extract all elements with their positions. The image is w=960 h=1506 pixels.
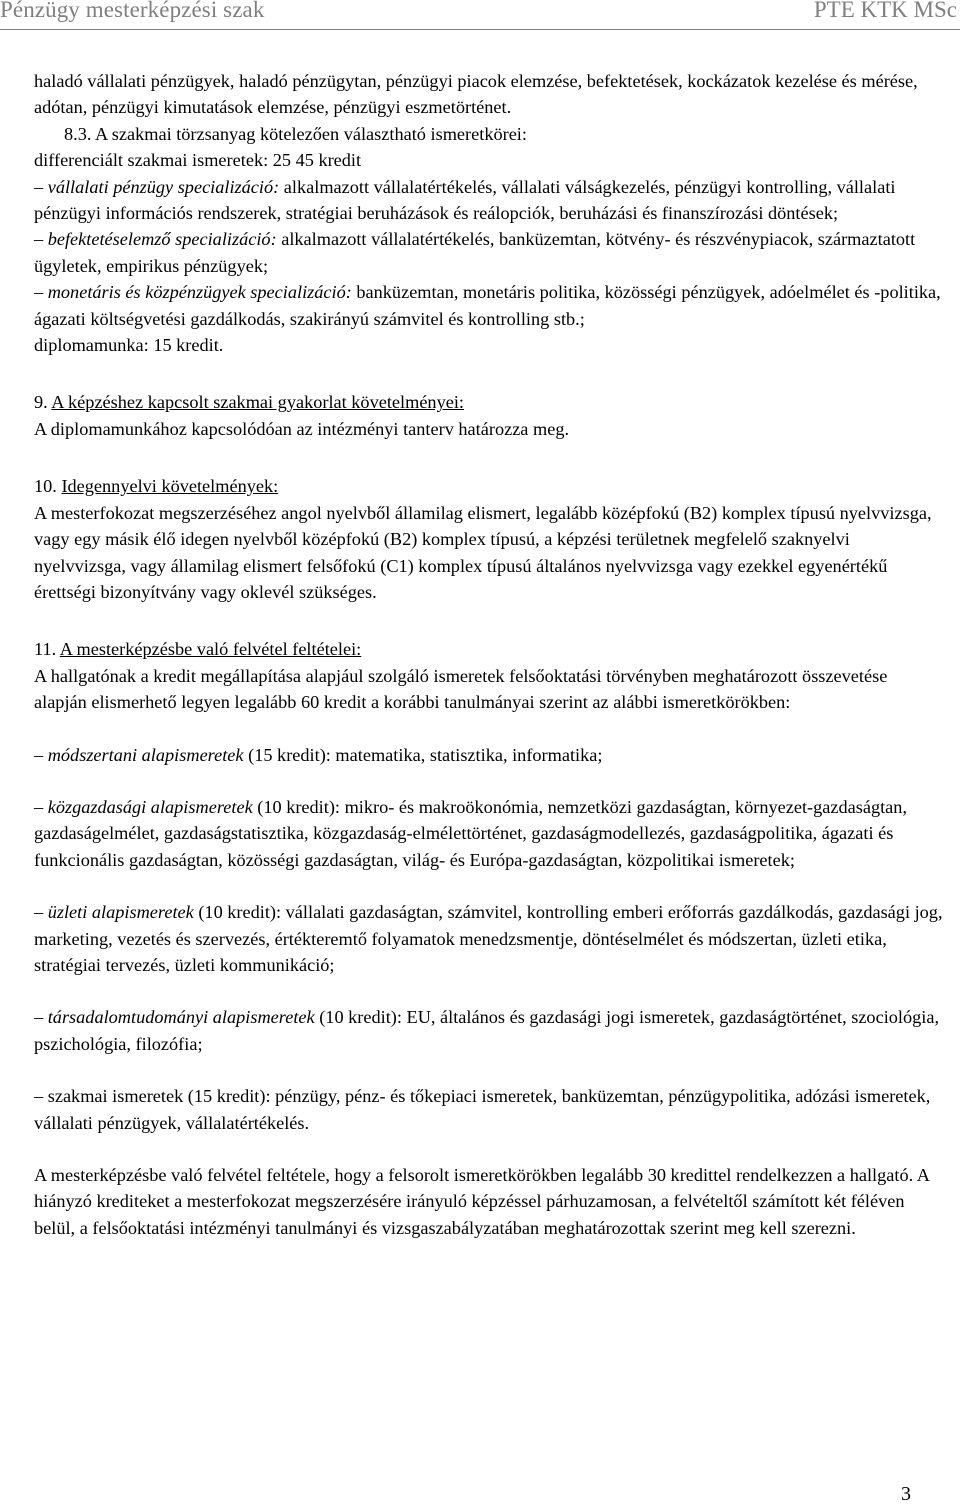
- list-item-text: (10 kredit): vállalati gazdaságtan, számvitel, kontrolling emberi erőforrás gazdálkodás, gazdasági jog, marketing, vezetés és szervezés, értékteremtő folyamatok menedzsmentje, döntéselmélet és módszertan, üzleti etika, stratégiai tervezés, üzleti kommunikáció;: [34, 902, 943, 975]
- list-item-term: befektetéselemző specializáció:: [47, 229, 277, 250]
- list-dash: –: [34, 176, 44, 197]
- section-title: A mesterképzésbe való felvétel feltételei:: [59, 639, 362, 660]
- list-item-term: módszertani alapismeretek: [47, 744, 244, 765]
- section-10-heading: [34, 473, 944, 499]
- section-9-text: A diplomamunkához kapcsolódóan az intézményi tanterv határozza meg.: [34, 418, 570, 439]
- intro-paragraph: haladó vállalati pénzügyek, haladó pénzügytan, pénzügyi piacok elemzése, befektetések, kockázatok kezelése és mérése, adótan, pénzügyi kimutatások elemzése, pénzügyi eszmetörténet.: [34, 71, 918, 118]
- header-divider: [0, 29, 960, 30]
- section-title: A képzéshez kapcsolt szakmai gyakorlat követelményei:: [51, 392, 464, 413]
- list-item-text: alkalmazott vállalatértékelés, vállalati válságkezelés, pénzügyi kontrolling, vállalati pénzügyi információs rendszerek, stratégiai beruházások és reálopciók, beruházási és finanszírozási döntések;: [34, 176, 896, 224]
- list-dash: –: [34, 902, 44, 923]
- list-item-term: üzleti alapismeretek: [47, 902, 194, 923]
- section-8-3-credits: differenciált szakmai ismeretek: 25 45 kredit: [34, 150, 362, 171]
- list-dash: –: [34, 1007, 44, 1028]
- list-item: [34, 1004, 944, 1057]
- section-11-text: A hallgatónak a kredit megállapítása alapjául szolgáló ismeretek felsőoktatási törvényben meghatározott összevetése alapján elismerhető legyen legalább 60 kredit a korábbi tanulmányai szerint az alábbi ismeretkörökben:: [34, 665, 888, 713]
- list-item: [34, 226, 944, 279]
- list-item: [34, 899, 944, 978]
- list-item-text: banküzemtan, monetáris politika, közösségi pénzügyek, adóelmélet és -politika, ágazati költségvetési gazdálkodás, szakirányú számvitel és kontrolling stb.;: [34, 282, 941, 329]
- list-item: [34, 174, 944, 227]
- header-institution: PTE KTK MSc: [813, 0, 957, 22]
- section-number: 9.: [34, 392, 48, 413]
- list-item: [34, 742, 944, 768]
- list-item-term: vállalati pénzügy specializáció:: [47, 176, 280, 197]
- list-item: [34, 1083, 944, 1136]
- section-number: 11.: [34, 639, 57, 660]
- list-item: [34, 794, 944, 873]
- list-item-term: monetáris és közpénzügyek specializáció:: [47, 282, 352, 303]
- section-8-3-title: 8.3. A szakmai törzsanyag kötelezően választható ismeretkörei:: [64, 123, 527, 144]
- list-item: [34, 279, 944, 332]
- list-item-term: társadalomtudományi alapismeretek: [47, 1007, 315, 1028]
- section-10-text: A mesterfokozat megszerzéséhez angol nyelvből államilag elismert, legalább középfokú (B2) komplex típusú nyelvvizsga, vagy egy másik élő idegen nyelvből középfokú (B2) komplex típusú, a képzési területnek megfelelő szaknyelvi nyelvvizsga, vagy államilag elismert felsőfokú (C1) komplex típusú általános nyelvvizsga vagy ezekkel egyenértékű érettségi bizonyítvány vagy oklevél szükséges.: [34, 502, 932, 602]
- section-9-heading: [34, 389, 944, 415]
- closing-paragraph: A mesterképzésbe való felvétel feltétele, hogy a felsorolt ismeretkörökben legalább 30 kredittel rendelkezzen a hallgató. A hiányzó krediteket a mesterfokozat megszerzésére irányuló képzéssel párhuzamosan, a felvételtől számított két féléven belül, a felsőoktatási intézményi tanulmányi és vizsgaszabályzatában meghatározottak szerint meg kell szerezni.: [34, 1165, 929, 1238]
- list-item-term: közgazdasági alapismeretek: [47, 796, 253, 817]
- thesis-credits: diplomamunka: 15 kredit.: [34, 335, 224, 356]
- list-item-text: (10 kredit): mikro- és makroökonómia, nemzetközi gazdaságtan, környezet-gazdaságtan, gazdaságelmélet, gazdaságstatisztika, közgazdaság-elmélettörténet, gazdaságmodellezés, gazdaságpolitika, ágazati és funkcionális gazdaságtan, közösségi gazdaságtan, világ- és Európa-gazdaságtan, közpolitikai ismeretek;: [34, 796, 908, 870]
- section-number: 10.: [34, 476, 57, 497]
- header-program-title: Pénzügy mesterképzési szak: [0, 0, 265, 22]
- page-number: 3: [901, 1483, 911, 1505]
- list-item-text: (15 kredit): matematika, statisztika, informatika;: [243, 744, 603, 765]
- list-dash: –: [34, 1086, 44, 1107]
- list-item-text: (10 kredit): EU, általános és gazdasági jogi ismeretek, gazdaságtörténet, szociológia, pszichológia, filozófia;: [34, 1007, 940, 1054]
- list-dash: –: [34, 229, 44, 250]
- page-header: [0, 0, 960, 30]
- document-body: [34, 68, 944, 1241]
- section-11-heading: [34, 636, 944, 662]
- list-dash: –: [34, 282, 44, 303]
- list-dash: –: [34, 744, 44, 765]
- list-item-text: alkalmazott vállalatértékelés, banküzemtan, kötvény- és részvénypiacok, származtatott ügyletek, empirikus pénzügyek;: [34, 229, 916, 276]
- section-title: Idegennyelvi követelmények:: [61, 476, 279, 497]
- list-item-text: szakmai ismeretek (15 kredit): pénzügy, pénz- és tőkepiaci ismeretek, banküzemtan, pénzügypolitika, adózási ismeretek, vállalati pénzügyek, vállalatértékelés.: [34, 1086, 931, 1133]
- list-dash: –: [34, 796, 44, 817]
